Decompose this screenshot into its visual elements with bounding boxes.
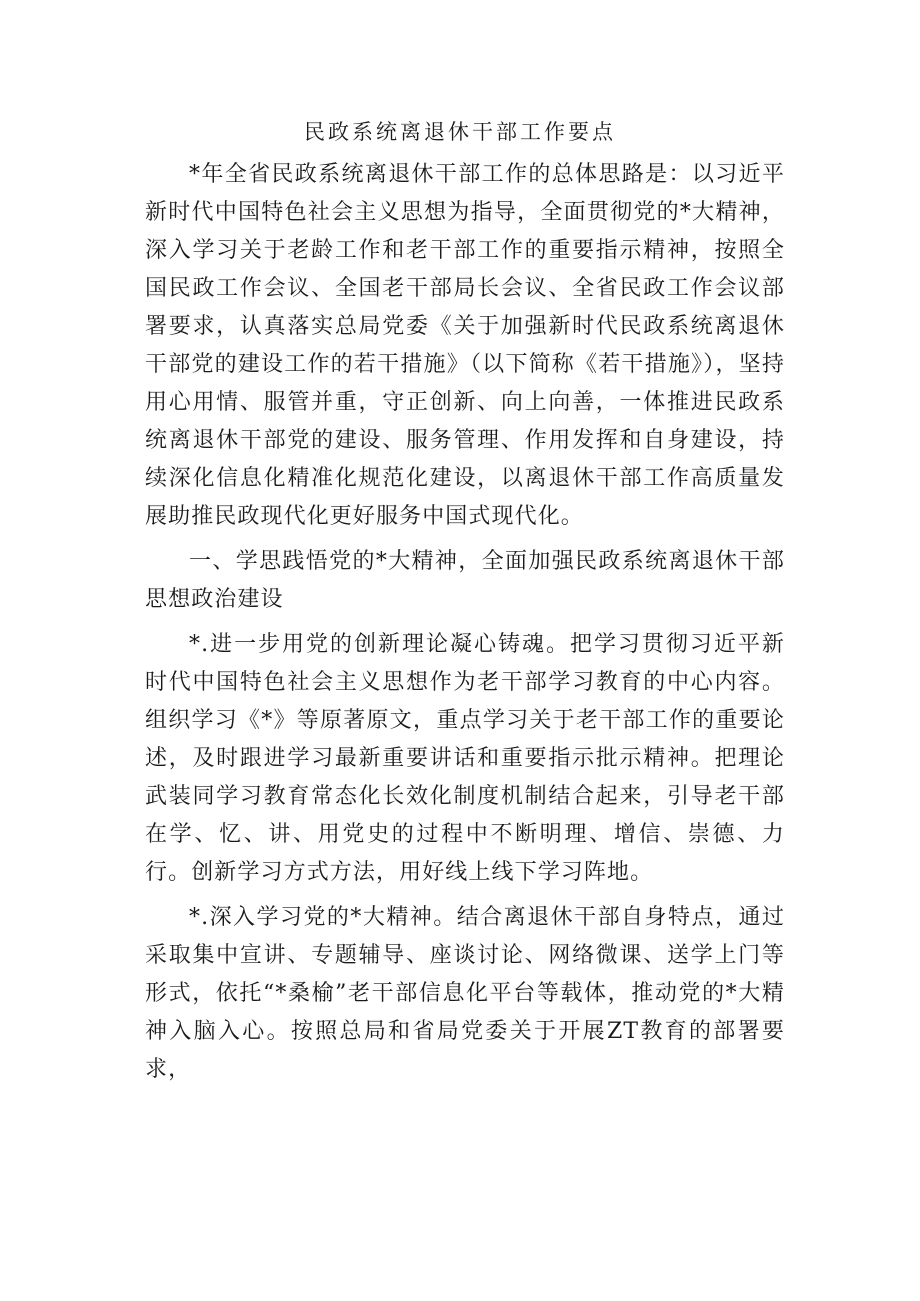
paragraph-theory-study: *.进一步用党的创新理论凝心铸魂。把学习贯彻习近平新时代中国特色社会主义思想作为老干部学习教育的中心内容。组织学习《*》等原著原文，重点学习关于老干部工作的重要论述，及时跟进学习最新重要讲话和重要指示批示精神。把理论武装同学习教育常态化长效化制度机制结合起来，引导老干部在学、忆、讲、用党史的过程中不断明理、增信、崇德、力行。创新学习方式方法，用好线上线下学习阵地。 <box>145 632 785 885</box>
paragraph-congress-spirit: *.深入学习党的*大精神。结合离退休干部自身特点，通过采取集中宣讲、专题辅导、座谈讨论、网络微课、送学上门等形式，依托“*桑榆”老干部信息化平台等载体，推动党的*大精神入脑入心。按照总局和省局党委关于开展ZT教育的部署要求， <box>145 905 785 1082</box>
paragraph-general-approach: *年全省民政系统离退休干部工作的总体思路是：以习近平新时代中国特色社会主义思想为指导，全面贯彻党的*大精神，深入学习关于老龄工作和老干部工作的重要指示精神，按照全国民政工作会议、全国老干部局长会议、全省民政工作会议部署要求，认真落实总局党委《关于加强新时代民政系统离退休干部党的建设工作的若干措施》（以下简称《若干措施》），坚持用心用情、服管并重，守正创新、向上向善，一体推进民政系统离退休干部党的建设、服务管理、作用发挥和自身建设，持续深化信息化精准化规范化建设，以离退休干部工作高质量发展助推民政现代化更好服务中国式现代化。 <box>145 162 785 529</box>
document-body <box>145 156 785 1089</box>
document-title: 民政系统离退休干部工作要点 <box>304 120 616 144</box>
section-heading-one: 一、学思践悟党的*大精神，全面加强民政系统离退休干部思想政治建设 <box>145 549 785 612</box>
